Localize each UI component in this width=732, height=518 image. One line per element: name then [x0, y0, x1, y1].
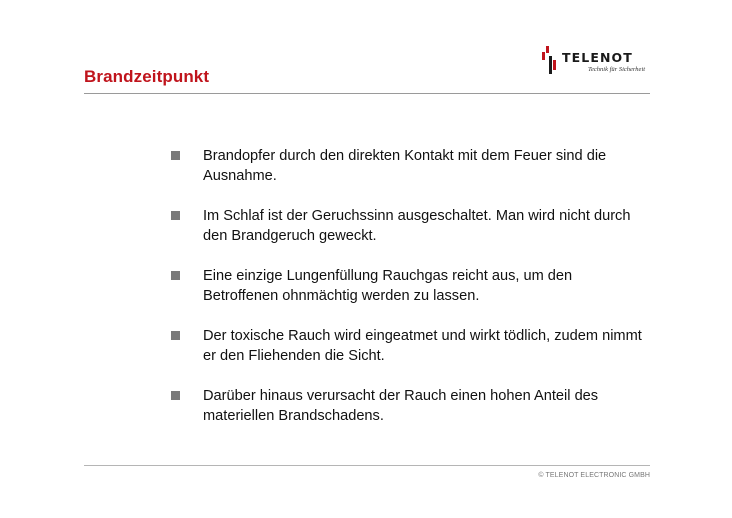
bullet-item: [171, 386, 651, 446]
bullet-item: [171, 266, 651, 326]
bullet-text: Der toxische Rauch wird eingeatmet und wirkt tödlich, zudem nimmt er den Fliehenden die Sicht.: [203, 328, 642, 364]
telenot-logo-icon: [540, 46, 558, 76]
bullet-item: [171, 206, 651, 266]
logo-wordmark: TELENOT: [562, 50, 633, 65]
square-bullet-icon: [171, 151, 180, 160]
bullet-list: [171, 146, 651, 446]
bullet-item: [171, 326, 651, 386]
square-bullet-icon: [171, 391, 180, 400]
bullet-item: [171, 146, 651, 206]
company-logo: [540, 46, 650, 80]
square-bullet-icon: [171, 271, 180, 280]
bullet-text: Darüber hinaus verursacht der Rauch einen hohen Anteil des materiellen Brandschadens.: [203, 388, 599, 424]
slide-title: Brandzeitpunkt: [84, 67, 210, 86]
bullet-text: Brandopfer durch den direkten Kontakt mit dem Feuer sind die Ausnahme.: [203, 148, 607, 184]
copyright-footer: © TELENOT ELECTRONIC GMBH: [538, 472, 650, 479]
footer-divider: [84, 465, 650, 466]
square-bullet-icon: [171, 211, 180, 220]
bullet-text: Im Schlaf ist der Geruchssinn ausgeschaltet. Man wird nicht durch den Brandgeruch geweckt.: [203, 208, 631, 244]
square-bullet-icon: [171, 331, 180, 340]
logo-tagline: Technik für Sicherheit: [588, 66, 646, 73]
bullet-text: Eine einzige Lungenfüllung Rauchgas reicht aus, um den Betroffenen ohnmächtig werden zu lassen.: [203, 268, 573, 304]
header-divider: [84, 93, 650, 94]
